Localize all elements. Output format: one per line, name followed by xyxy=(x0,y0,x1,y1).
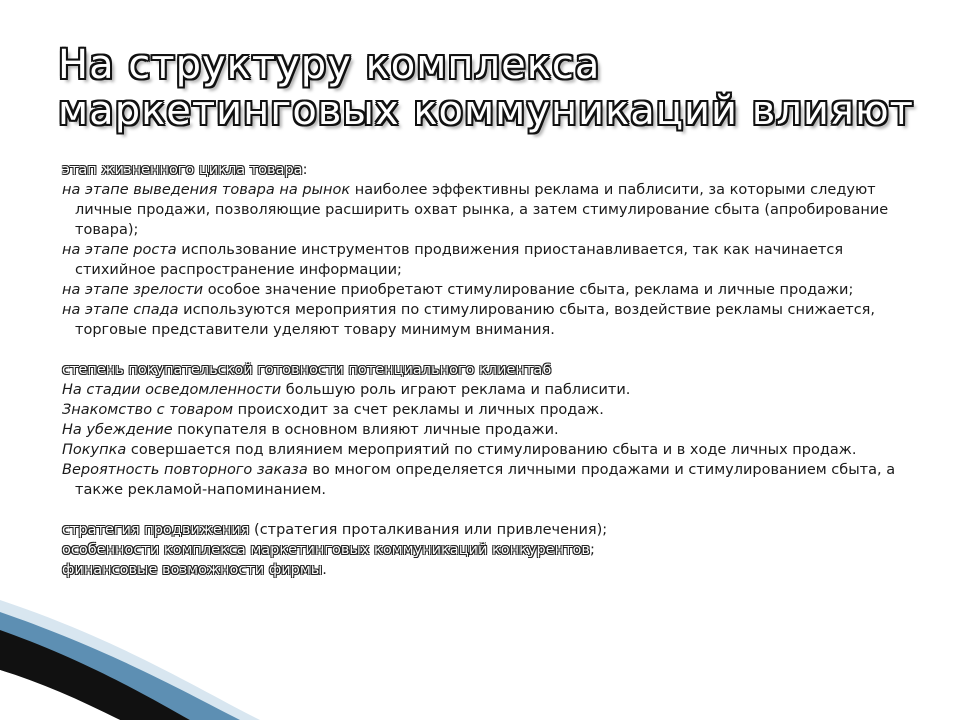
slide-title xyxy=(58,42,938,134)
item-text: особое значение приобретают стимулирование сбыта, реклама и личные продажи; xyxy=(203,282,854,298)
slide-body xyxy=(62,160,922,580)
item-term: на этапе выведения товара на рынок xyxy=(62,182,351,198)
heading-text: особенности комплекса маркетинговых коммуникаций конкурентов xyxy=(62,542,590,558)
item-text: использование инструментов продвижения приостанавливается, так как начинается стихийное распространение информации; xyxy=(75,242,844,278)
list-item xyxy=(62,240,922,280)
item-text: (стратегия проталкивания или привлечения); xyxy=(249,522,608,538)
item-term: На стадии осведомленности xyxy=(62,382,282,398)
item-text: покупателя в основном влияют личные продажи. xyxy=(172,422,559,438)
item-term: на этапе зрелости xyxy=(62,282,204,298)
list-item xyxy=(62,180,922,240)
list-item xyxy=(62,460,922,500)
list-item xyxy=(62,380,922,400)
heading-text: этап жизненного цикла товара xyxy=(62,162,303,178)
item-term: Вероятность повторного заказа xyxy=(62,462,308,478)
item-term: Знакомство с товаром xyxy=(62,402,234,418)
slide-title-line-1: На структуру комплекса xyxy=(58,42,601,88)
list-item xyxy=(62,280,922,300)
item-term: На убеждение xyxy=(62,422,173,438)
factor-strategy xyxy=(62,520,922,540)
item-text: . xyxy=(322,562,327,578)
item-text: совершается под влиянием мероприятий по стимулированию сбыта и в ходе личных продаж. xyxy=(126,442,857,458)
item-term: на этапе роста xyxy=(62,242,177,258)
item-term: Покупка xyxy=(62,442,127,458)
factor-competitors xyxy=(62,540,922,560)
section-heading-lifecycle xyxy=(62,160,922,180)
item-text: происходит за счет рекламы и личных продаж. xyxy=(233,402,604,418)
heading-text: стратегия продвижения xyxy=(62,522,250,538)
item-text: наиболее эффективны реклама и паблисити, за которыми следуют личные продажи, позволяющие расширить охват рынка, а затем стимулирование сбыта (апробирование товара); xyxy=(75,182,889,238)
heading-text: степень покупательской готовности потенциального клиента6 xyxy=(62,362,552,378)
factor-finances xyxy=(62,560,922,580)
heading-text: финансовые возможности фирмы xyxy=(62,562,323,578)
list-item xyxy=(62,440,922,460)
list-item xyxy=(62,400,922,420)
list-item xyxy=(62,420,922,440)
heading-suffix: : xyxy=(302,162,308,178)
section-heading-readiness xyxy=(62,360,922,380)
item-term: на этапе спада xyxy=(62,302,179,318)
item-text: ; xyxy=(589,542,595,558)
item-text: во многом определяется личными продажами и стимулированием сбыта, а также рекламой-напоминанием. xyxy=(75,462,896,498)
item-text: большую роль играют реклама и паблисити. xyxy=(281,382,631,398)
item-text: используются мероприятия по стимулированию сбыта, воздействие рекламы снижается, торговые представители уделяют товару минимум внимания. xyxy=(75,302,876,338)
slide-title-line-2: маркетинговых коммуникаций влияют xyxy=(58,88,914,134)
list-item xyxy=(62,300,922,340)
